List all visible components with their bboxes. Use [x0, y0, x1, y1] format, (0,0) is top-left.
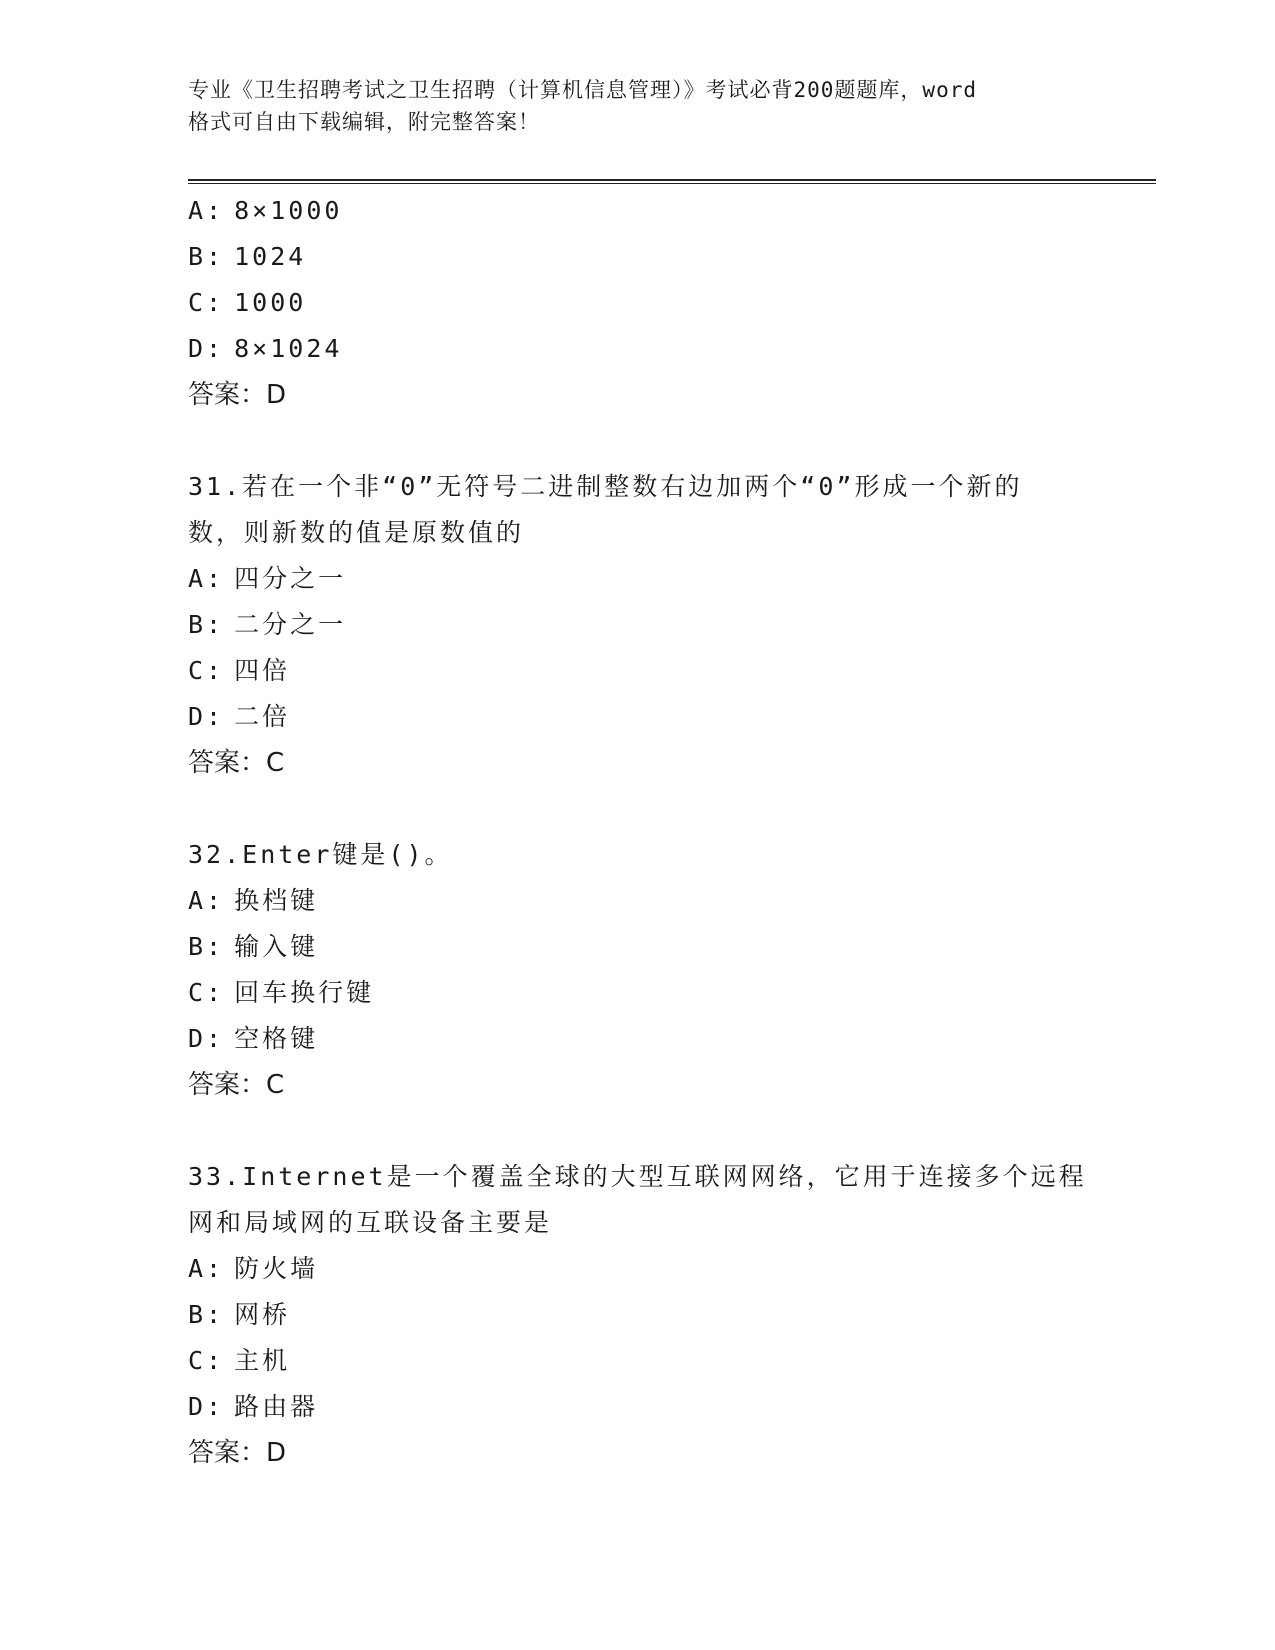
option-c: C: 四倍	[188, 656, 291, 685]
option-b: B: 输入键	[188, 932, 319, 961]
answer-line: 答案：D	[188, 1438, 287, 1468]
option-a: A: 8×1000	[188, 196, 343, 225]
answer-value: D	[266, 1438, 287, 1468]
answer-value: C	[266, 748, 285, 778]
option-a: A: 防火墙	[188, 1254, 319, 1283]
header-title-line-2: 格式可自由下载编辑，附完整答案！	[188, 110, 540, 134]
option-c: C: 1000	[188, 288, 307, 317]
option-d: D: 路由器	[188, 1392, 319, 1421]
spacer	[188, 1108, 1128, 1154]
answer-value: D	[266, 380, 287, 410]
question-stem-line: 33.Internet是一个覆盖全球的大型互联网网络，它用于连接多个远程	[188, 1162, 1087, 1191]
answer-line: 答案：C	[188, 1070, 285, 1100]
option-d: D: 8×1024	[188, 334, 343, 363]
question-block-33	[188, 1154, 1128, 1476]
option-d: D: 二倍	[188, 702, 291, 731]
option-b: B: 1024	[188, 242, 307, 271]
option-c: C: 主机	[188, 1346, 291, 1375]
spacer	[188, 418, 1128, 464]
option-a: A: 四分之一	[188, 564, 347, 593]
answer-line: 答案：C	[188, 748, 285, 778]
answer-line: 答案：D	[188, 380, 287, 410]
question-stem-line: 数，则新数的值是原数值的	[188, 518, 525, 547]
option-b: B: 网桥	[188, 1300, 291, 1329]
question-block-30	[188, 188, 1128, 418]
question-block-31	[188, 464, 1128, 786]
header-title-line-1: 专业《卫生招聘考试之卫生招聘（计算机信息管理）》考试必背200题题库，word	[188, 78, 977, 102]
question-stem-line: 32.Enter键是()。	[188, 840, 453, 869]
answer-value: C	[266, 1070, 285, 1100]
spacer	[188, 786, 1128, 832]
question-list	[188, 188, 1128, 1476]
option-b: B: 二分之一	[188, 610, 347, 639]
header-divider	[188, 179, 1156, 184]
question-block-32	[188, 832, 1128, 1108]
question-stem-line: 网和局域网的互联设备主要是	[188, 1208, 553, 1237]
question-stem-line: 31.若在一个非“0”无符号二进制整数右边加两个“0”形成一个新的	[188, 472, 1023, 501]
option-a: A: 换档键	[188, 886, 319, 915]
document-header	[188, 74, 1108, 138]
option-c: C: 回车换行键	[188, 978, 375, 1007]
option-d: D: 空格键	[188, 1024, 319, 1053]
